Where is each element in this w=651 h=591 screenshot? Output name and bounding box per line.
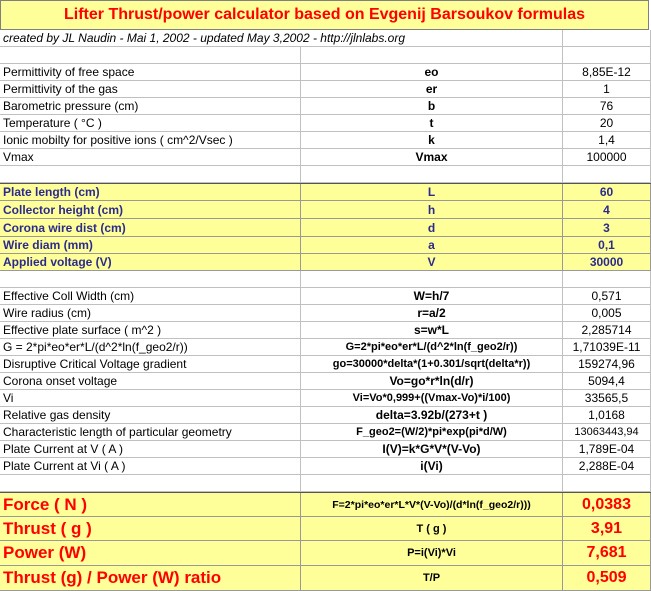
row-label[interactable]: Corona wire dist (cm) (0, 219, 301, 237)
row-value[interactable]: 1 (563, 81, 651, 98)
row-value[interactable]: 8,85E-12 (563, 64, 651, 81)
input-value[interactable]: 0,1 (563, 237, 651, 254)
input-value[interactable]: 3 (563, 219, 651, 237)
row-value[interactable]: 33565,5 (563, 390, 651, 407)
row-value[interactable]: 100000 (563, 149, 651, 166)
row-symbol[interactable]: Vmax (301, 149, 563, 166)
constant-row (0, 115, 651, 132)
row-formula[interactable]: Vi=Vo*0,999+((Vmax-Vo)*i/100) (301, 390, 563, 407)
result-label[interactable]: Force ( N ) (0, 493, 301, 517)
row-value[interactable]: 1,71039E-11 (563, 339, 651, 356)
row-formula[interactable]: r=a/2 (301, 305, 563, 322)
result-label[interactable]: Thrust ( g ) (0, 517, 301, 541)
row-formula[interactable]: W=h/7 (301, 288, 563, 305)
cell-empty[interactable] (563, 166, 651, 183)
row-value[interactable]: 76 (563, 98, 651, 115)
row-label[interactable]: Permittivity of the gas (0, 81, 301, 98)
credit-text: created by JL Naudin - Mai 1, 2002 - updated May 3,2002 - http://jlnlabs.org (0, 30, 563, 47)
cell-empty[interactable] (301, 166, 563, 183)
row-formula[interactable]: delta=3.92b/(273+t ) (301, 407, 563, 424)
result-formula[interactable]: F=2*pi*eo*er*L*V*(V-Vo)/(d*ln(f_geo2/r))) (301, 493, 563, 517)
result-label[interactable]: Thrust (g) / Power (W) ratio (0, 566, 301, 591)
input-value[interactable]: 4 (563, 201, 651, 219)
row-symbol[interactable]: er (301, 81, 563, 98)
row-value[interactable]: 13063443,94 (563, 424, 651, 441)
result-label[interactable]: Power (W) (0, 541, 301, 566)
input-row (0, 201, 651, 219)
row-symbol[interactable]: V (301, 254, 563, 271)
computed-row (0, 407, 651, 424)
result-formula[interactable]: P=i(Vi)*Vi (301, 541, 563, 566)
input-row (0, 219, 651, 237)
row-label[interactable]: Applied voltage (V) (0, 254, 301, 271)
row-value[interactable]: 1,0168 (563, 407, 651, 424)
constant-row (0, 64, 651, 81)
row-label[interactable]: Relative gas density (0, 407, 301, 424)
constant-row (0, 132, 651, 149)
row-symbol[interactable]: k (301, 132, 563, 149)
blank-row (0, 271, 651, 288)
row-value[interactable]: 1,789E-04 (563, 441, 651, 458)
computed-row (0, 322, 651, 339)
row-symbol[interactable]: a (301, 237, 563, 254)
row-label[interactable]: Effective Coll Width (cm) (0, 288, 301, 305)
input-value[interactable]: 60 (563, 184, 651, 201)
row-symbol[interactable]: h (301, 201, 563, 219)
constant-row (0, 98, 651, 115)
result-row (0, 517, 651, 541)
row-label[interactable]: Disruptive Critical Voltage gradient (0, 356, 301, 373)
computed-row (0, 288, 651, 305)
row-label[interactable]: Effective plate surface ( m^2 ) (0, 322, 301, 339)
row-label[interactable]: Barometric pressure (cm) (0, 98, 301, 115)
result-value[interactable]: 3,91 (563, 517, 651, 541)
row-label[interactable]: Characteristic length of particular geometry (0, 424, 301, 441)
computed-row (0, 305, 651, 322)
cell-empty[interactable] (301, 47, 563, 64)
row-value[interactable]: 2,288E-04 (563, 458, 651, 475)
row-label[interactable]: Wire diam (mm) (0, 237, 301, 254)
computed-row (0, 373, 651, 390)
computed-row (0, 458, 651, 475)
row-label[interactable]: Wire radius (cm) (0, 305, 301, 322)
sheet-title: Lifter Thrust/power calculator based on Evgenij Barsoukov formulas (0, 0, 649, 30)
credit-row (0, 30, 651, 47)
constant-row (0, 149, 651, 166)
input-row (0, 237, 651, 254)
input-row (0, 183, 651, 201)
row-symbol[interactable]: eo (301, 64, 563, 81)
row-formula[interactable]: F_geo2=(W/2)*pi*exp(pi*d/W) (301, 424, 563, 441)
row-value[interactable]: 159274,96 (563, 356, 651, 373)
row-label[interactable]: Plate Current at V ( A ) (0, 441, 301, 458)
row-label[interactable]: Collector height (cm) (0, 201, 301, 219)
input-value[interactable]: 30000 (563, 254, 651, 271)
result-row (0, 492, 651, 517)
row-formula[interactable]: Vo=go*r*ln(d/r) (301, 373, 563, 390)
row-label[interactable]: Vi (0, 390, 301, 407)
result-formula[interactable]: T/P (301, 566, 563, 591)
computed-row (0, 424, 651, 441)
row-symbol[interactable]: L (301, 184, 563, 201)
blank-row (0, 475, 651, 492)
computed-row (0, 356, 651, 373)
result-value[interactable]: 0,509 (563, 566, 651, 591)
cell-empty[interactable] (563, 475, 651, 492)
row-formula[interactable]: G=2*pi*eo*er*L/(d^2*ln(f_geo2/r)) (301, 339, 563, 356)
blank-row (0, 166, 651, 183)
row-label[interactable]: Vmax (0, 149, 301, 166)
row-value[interactable]: 0,571 (563, 288, 651, 305)
cell-empty[interactable] (563, 271, 651, 288)
cell-empty[interactable] (0, 47, 301, 64)
row-label[interactable]: Temperature ( °C ) (0, 115, 301, 132)
row-formula[interactable]: s=w*L (301, 322, 563, 339)
result-value[interactable]: 7,681 (563, 541, 651, 566)
row-value[interactable]: 20 (563, 115, 651, 132)
row-symbol[interactable]: d (301, 219, 563, 237)
result-formula[interactable]: T ( g ) (301, 517, 563, 541)
input-row (0, 254, 651, 271)
cell-empty[interactable] (301, 475, 563, 492)
row-value[interactable]: 5094,4 (563, 373, 651, 390)
cell-empty[interactable] (301, 271, 563, 288)
row-value[interactable]: 2,285714 (563, 322, 651, 339)
computed-row (0, 390, 651, 407)
row-symbol[interactable]: t (301, 115, 563, 132)
cell-empty[interactable] (0, 271, 301, 288)
constant-row (0, 81, 651, 98)
blank-row (0, 47, 651, 64)
computed-row (0, 441, 651, 458)
row-symbol[interactable]: b (301, 98, 563, 115)
result-row (0, 541, 651, 566)
result-row (0, 566, 651, 591)
row-formula[interactable]: i(Vi) (301, 458, 563, 475)
row-label[interactable]: G = 2*pi*eo*er*L/(d^2*ln(f_geo2/r)) (0, 339, 301, 356)
cell-empty[interactable] (0, 166, 301, 183)
row-value[interactable]: 1,4 (563, 132, 651, 149)
cell-empty[interactable] (563, 47, 651, 64)
cell-empty[interactable] (0, 475, 301, 492)
row-formula[interactable]: go=30000*delta*(1+0.301/sqrt(delta*r)) (301, 356, 563, 373)
row-label[interactable]: Plate Current at Vi ( A ) (0, 458, 301, 475)
cell-empty[interactable] (563, 30, 651, 47)
result-value[interactable]: 0,0383 (563, 493, 651, 517)
row-label[interactable]: Ionic mobilty for positive ions ( cm^2/Vsec ) (0, 132, 301, 149)
row-formula[interactable]: I(V)=k*G*V*(V-Vo) (301, 441, 563, 458)
row-label[interactable]: Plate length (cm) (0, 184, 301, 201)
row-label[interactable]: Permittivity of free space (0, 64, 301, 81)
computed-row (0, 339, 651, 356)
row-label[interactable]: Corona onset voltage (0, 373, 301, 390)
row-value[interactable]: 0,005 (563, 305, 651, 322)
